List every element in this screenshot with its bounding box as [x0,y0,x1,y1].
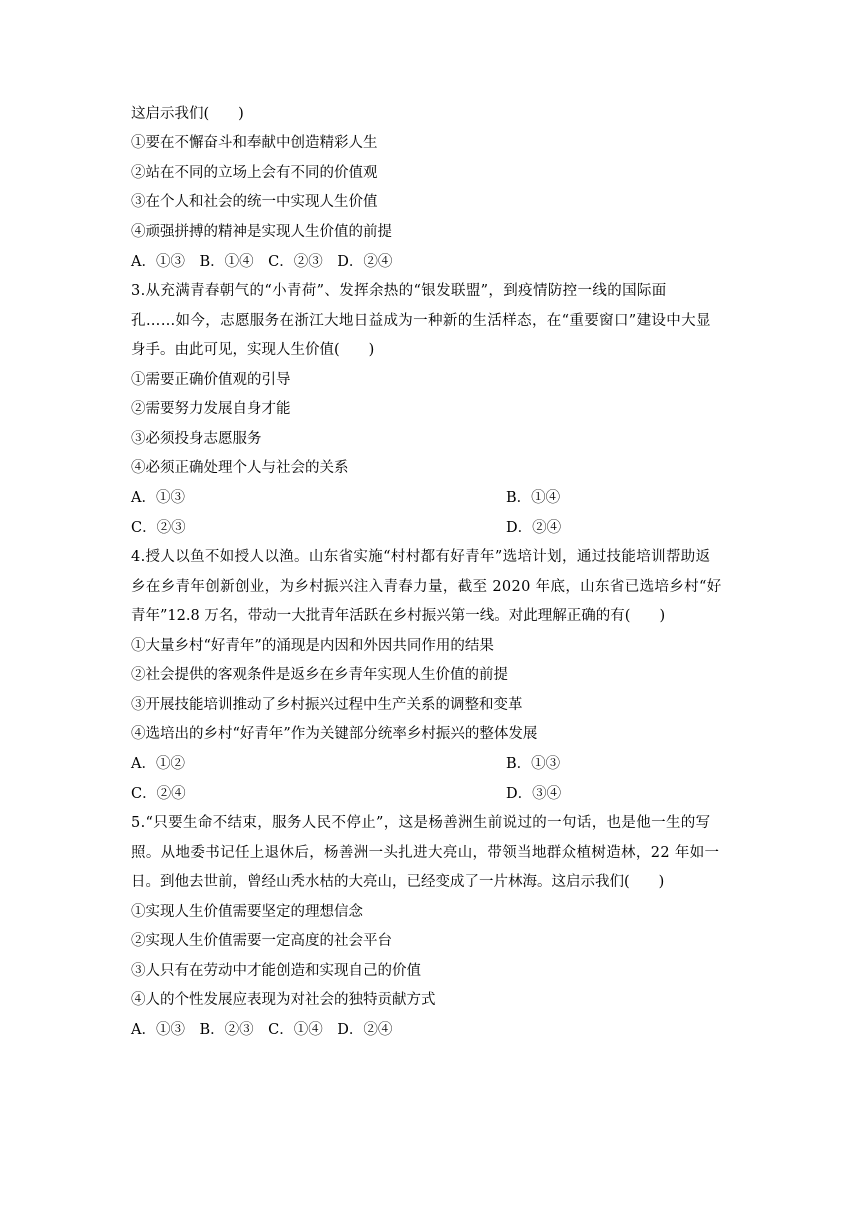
option-3: ③开展技能培训推动了乡村振兴过程中生产关系的调整和变革 [131,697,523,713]
answer-c: C．②④ [131,786,186,802]
question-4-stem-line-1: 4.授人以鱼不如授人以渔。山东省实施“村村都有好青年”选培计划，通过技能培训帮助返 [131,549,711,565]
answer-row [131,488,561,508]
answer-b: B．①④ [506,490,561,506]
question-3-stem-line-3: 身手。由此可见，实现人生价值( ) [131,342,375,358]
option-4: ④人的个性发展应表现为对社会的独特贡献方式 [131,992,436,1008]
question-4-stem-line-2: 乡在乡青年创新创业，为乡村振兴注入青春力量，截至 2020 年底，山东省已选培乡村“好 [131,579,722,595]
answer-a: A．①③ [131,490,185,506]
option-3: ③必须投身志愿服务 [131,431,262,447]
question-5-stem-line-3: 日。到他去世前，曾经山秃水枯的大亮山，已经变成了一片林海。这启示我们( ) [131,874,665,890]
option-2: ②站在不同的立场上会有不同的价值观 [131,165,378,181]
answer-d: D．②④ [506,520,562,536]
answer-c: C．②③ [131,520,186,536]
option-3: ③在个人和社会的统一中实现人生价值 [131,194,378,210]
option-4: ④必须正确处理个人与社会的关系 [131,460,349,476]
question-3-stem-line-1: 3.从充满青春朝气的“小青荷”、发挥余热的“银发联盟”，到疫情防控一线的国际面 [131,283,667,299]
answer-row [131,518,562,538]
answer-b: B．①③ [506,756,561,772]
answer-a: A．①② [131,756,185,772]
answer-choices: A．①③ B．②③ C．①④ D．②④ [131,1022,393,1038]
option-4: ④顽强拼搏的精神是实现人生价值的前提 [131,224,392,240]
answer-d: D．③④ [506,786,562,802]
question-5-stem-line-1: 5.“只要生命不结束，服务人民不停止”，这是杨善洲生前说过的一句话，也是他一生的写 [131,815,711,831]
option-4: ④选培出的乡村“好青年”作为关键部分统率乡村振兴的整体发展 [131,726,538,742]
option-1: ①要在不懈奋斗和奉献中创造精彩人生 [131,135,378,151]
option-3: ③人只有在劳动中才能创造和实现自己的价值 [131,963,421,979]
answer-choices: A．①③ B．①④ C．②③ D．②④ [131,254,393,270]
question-tail: 这启示我们( ) [131,106,244,122]
option-1: ①大量乡村“好青年”的涌现是内因和外因共同作用的结果 [131,638,494,654]
option-2: ②实现人生价值需要一定高度的社会平台 [131,933,392,949]
answer-row [131,754,561,774]
option-1: ①需要正确价值观的引导 [131,372,291,388]
option-2: ②需要努力发展自身才能 [131,401,291,417]
question-3-stem-line-2: 孔……如今，志愿服务在浙江大地日益成为一种新的生活样态，在“重要窗口”建设中大显 [131,313,711,329]
option-2: ②社会提供的客观条件是返乡在乡青年实现人生价值的前提 [131,667,508,683]
option-1: ①实现人生价值需要坚定的理想信念 [131,904,363,920]
answer-row [131,784,562,804]
question-4-stem-line-3: 青年”12.8 万名，带动一大批青年活跃在乡村振兴第一线。对此理解正确的有( ) [131,608,666,624]
question-5-stem-line-2: 照。从地委书记任上退休后，杨善洲一头扎进大亮山，带领当地群众植树造林，22 年如一 [131,845,720,861]
